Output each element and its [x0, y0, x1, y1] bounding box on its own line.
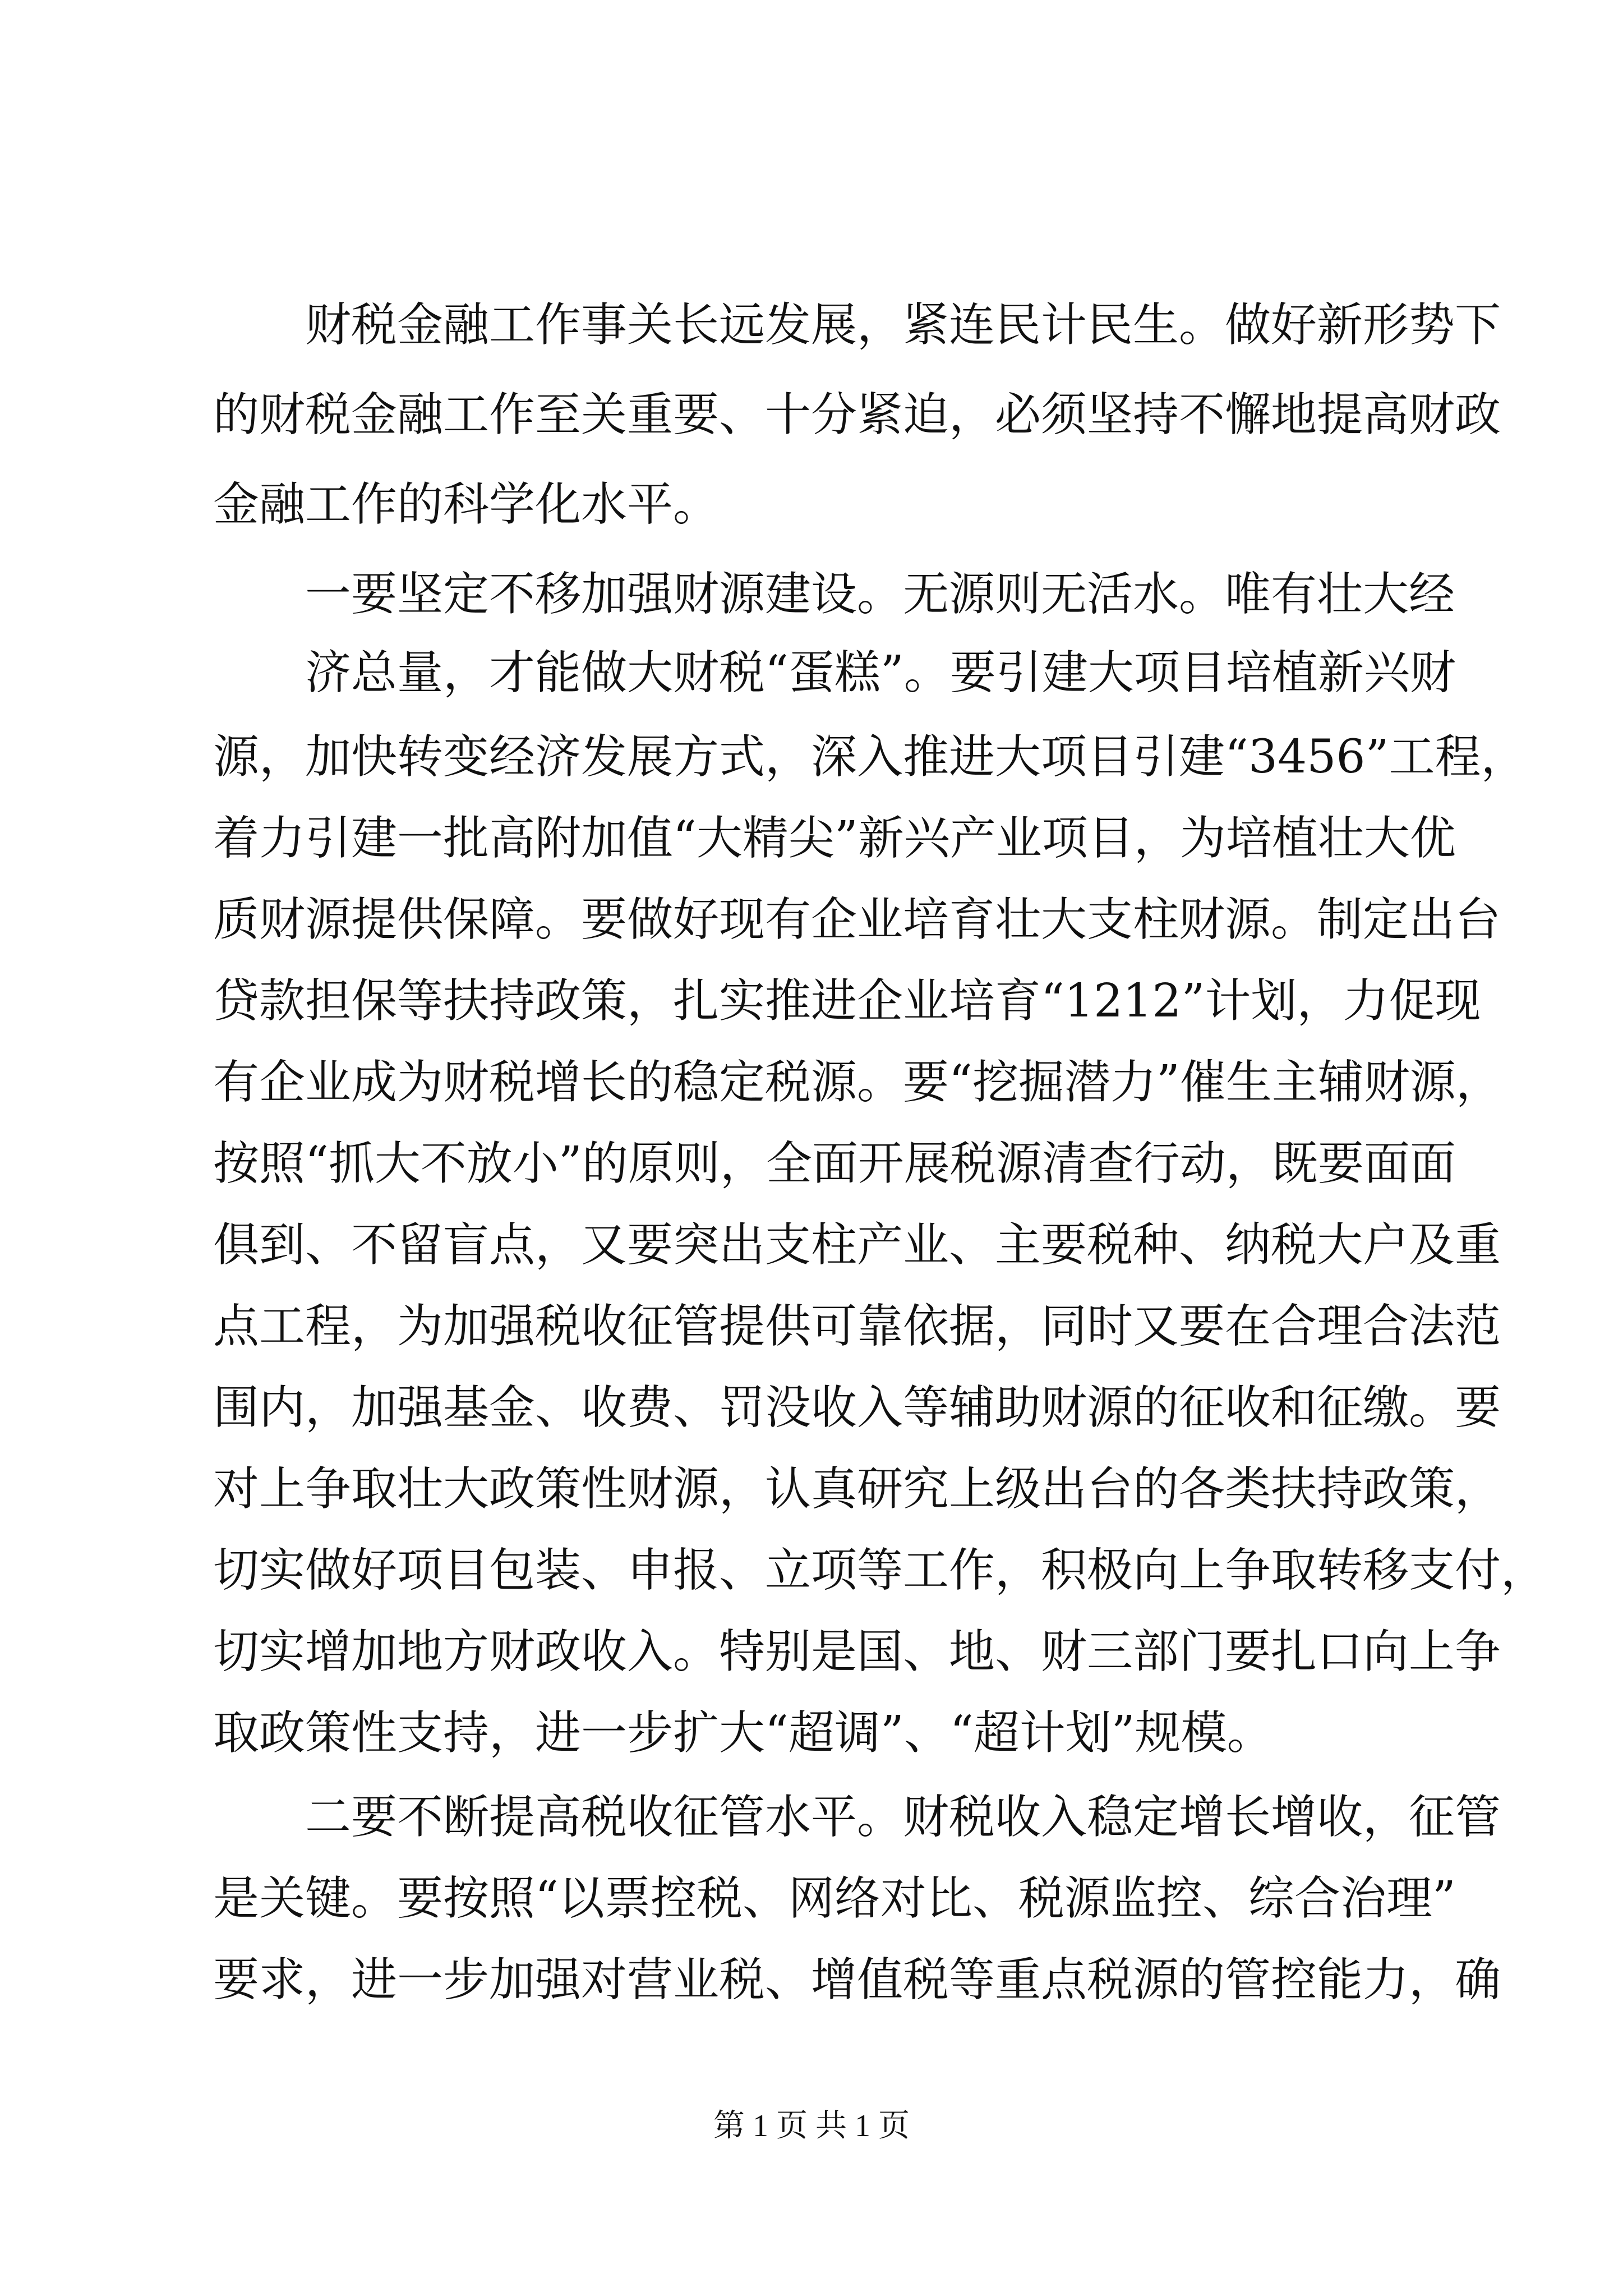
page-number-footer: 第 1 页 共 1 页 — [713, 2109, 910, 2143]
text-line: 着力引建一批高附加值“大精尖”新兴产业项目，为培植壮大优 — [213, 812, 1456, 865]
text-line: 围内，加强基金、收费、罚没收入等辅助财源的征收和征缴。要 — [213, 1381, 1501, 1434]
text-line: 要求，进一步加强对营业税、增值税等重点税源的管控能力，确 — [213, 1953, 1501, 2007]
text-line: 俱到、不留盲点，又要突出支柱产业、主要税种、纳税大户及重 — [213, 1218, 1501, 1272]
text-line: 二要不断提高税收征管水平。财税收入稳定增长增收，征管 — [305, 1791, 1501, 1844]
text-line: 济总量，才能做大财税“蛋糕”。要引建大项目培植新兴财 — [305, 646, 1456, 700]
text-line: 财税金融工作事关长远发展，紧连民计民生。做好新形势下 — [305, 298, 1501, 352]
text-line: 一要坚定不移加强财源建设。无源则无活水。唯有壮大经 — [305, 568, 1455, 621]
text-line: 取政策性支持，进一步扩大“超调”、“超计划”规模。 — [213, 1706, 1273, 1760]
text-line: 有企业成为财税增长的稳定税源。要“挖掘潜力”催生主辅财源， — [213, 1056, 1502, 1109]
text-line: 切实做好项目包装、申报、立项等工作，积极向上争取转移支付， — [213, 1544, 1547, 1597]
text-line: 源，加快转变经济发展方式，深入推进大项目引建“3456”工程， — [213, 730, 1527, 784]
text-line: 质财源提供保障。要做好现有企业培育壮大支柱财源。制定出台 — [213, 893, 1501, 946]
text-line: 切实增加地方财政收入。特别是国、地、财三部门要扎口向上争 — [213, 1625, 1501, 1678]
text-line: 按照“抓大不放小”的原则，全面开展税源清查行动，既要面面 — [213, 1137, 1456, 1190]
text-line: 点工程，为加强税收征管提供可靠依据，同时又要在合理合法范 — [213, 1300, 1501, 1353]
text-line: 贷款担保等扶持政策，扎实推进企业培育“1212”计划，力促现 — [213, 974, 1481, 1028]
text-line: 是关键。要按照“以票控税、网络对比、税源监控、综合治理” — [213, 1872, 1456, 1925]
text-line: 的财税金融工作至关重要、十分紧迫，必须坚持不懈地提高财政 — [213, 388, 1501, 441]
text-line: 金融工作的科学化水平。 — [213, 478, 720, 531]
text-line: 对上争取壮大政策性财源，认真研究上级出台的各类扶持政策， — [213, 1462, 1501, 1516]
